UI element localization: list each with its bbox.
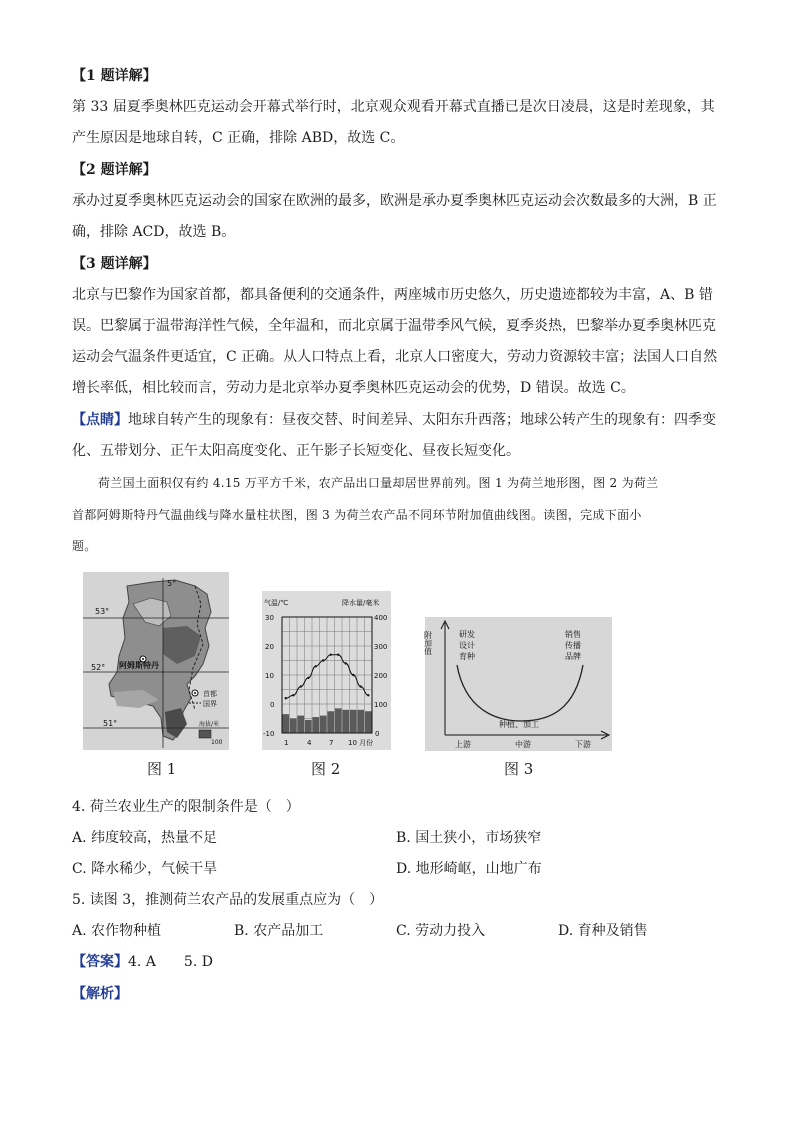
left-tick-10: 10 — [265, 672, 274, 680]
lat-label-51: 51° — [103, 719, 118, 728]
precip-bar-5 — [312, 717, 319, 733]
q1-line-2: 产生原因是地球自转，C 正确，排除 ABD，故选 C。 — [72, 130, 405, 146]
temp-point-7 — [330, 654, 332, 656]
legend-border-label: 国界 — [203, 700, 217, 708]
precip-bar-4 — [305, 720, 312, 733]
figure-3-chart — [425, 617, 612, 751]
tip-tag: 【点睛】 — [72, 412, 128, 428]
q3-line-3: 运动会气温条件更适宜，C 正确。从人口特点上看，北京人口密度大，劳动力资源较丰富；法国人口自然 — [72, 349, 718, 365]
x-label-downstream: 下游 — [575, 740, 591, 749]
downstream-text-1: 销售 — [565, 630, 581, 639]
temp-point-9 — [345, 662, 347, 664]
legend-capital-dot — [194, 692, 196, 694]
figure-2-caption: 图 2 — [311, 760, 341, 778]
value-added-svg — [425, 617, 612, 751]
figure-1-map — [83, 572, 229, 750]
lat-label-52: 52° — [91, 663, 106, 672]
amsterdam-label: 阿姆斯特丹 — [119, 661, 159, 670]
temp-point-8 — [337, 654, 339, 656]
temp-point-5 — [315, 665, 317, 667]
q3-line-4: 增长率低，相比较而言，劳动力是北京举办夏季奥林匹克运动会的优势，D 错误。故选 C。 — [72, 380, 635, 396]
q5-stem: 5. 读图 3，推测荷兰农产品的发展重点应为（ ） — [72, 892, 384, 908]
lon-label-5: 5° — [167, 579, 177, 588]
precip-bar-12 — [365, 711, 372, 733]
q2-heading: 【2 题详解】 — [72, 162, 157, 178]
legend-elev-label: 海拔/米 — [199, 721, 220, 728]
downstream-text-2: 传播 — [565, 641, 581, 650]
right-tick-400: 400 — [374, 614, 388, 622]
temp-point-10 — [352, 674, 354, 676]
answer-text: 4. A 5. D — [128, 954, 213, 970]
upstream-text-2: 设计 — [459, 641, 475, 650]
left-tick-0: 0 — [270, 701, 275, 709]
figure-1-caption: 图 1 — [147, 760, 177, 778]
x-tick-10: 10 月份 — [348, 739, 374, 747]
precip-bar-8 — [335, 708, 342, 733]
upstream-text-1: 研发 — [459, 630, 475, 639]
precip-bar-3 — [297, 716, 304, 733]
legend-elev-swatch — [199, 730, 211, 738]
analysis-tag: 【解析】 — [72, 986, 128, 1002]
intro-line-1: 荷兰国土面积仅有约 4.15 万平方千米，农产品出口量却居世界前列。图 1 为荷兰地形图，图 2 为荷兰 — [98, 476, 659, 490]
right-tick-300: 300 — [374, 643, 388, 651]
precip-bar-7 — [327, 711, 334, 733]
precip-bar-10 — [350, 710, 357, 733]
left-tick-minus10: -10 — [263, 730, 275, 738]
q1-line-1: 第 33 届夏季奥林匹克运动会开幕式举行时，北京观众观看开幕式直播已是次日凌晨，这是时差现象，其 — [72, 99, 715, 115]
temp-point-11 — [360, 685, 362, 687]
figure-2-chart — [262, 591, 391, 750]
precip-bar-9 — [342, 710, 349, 733]
q5-option-a: A. 农作物种植 — [72, 923, 162, 939]
right-axis-label: 降水量/毫米 — [342, 599, 380, 607]
amsterdam-marker-dot — [142, 658, 144, 660]
q4-option-a: A. 纬度较高，热量不足 — [72, 830, 218, 846]
q1-heading: 【1 题详解】 — [72, 68, 157, 84]
legend-capital-label: 首都 — [203, 690, 217, 698]
x-tick-4: 4 — [307, 739, 312, 747]
temp-point-6 — [322, 659, 324, 661]
q4-stem: 4. 荷兰农业生产的限制条件是（ ） — [72, 799, 300, 815]
intro-line-3: 题。 — [72, 539, 97, 553]
intro-line-2: 首都阿姆斯特丹气温曲线与降水量柱状图，图 3 为荷兰农产品不同环节附加值曲线图。读图，完成下面小 — [72, 508, 642, 522]
q4-option-d: D. 地形崎岖，山地广布 — [396, 861, 542, 877]
q3-line-1: 北京与巴黎作为国家首都，都具备便利的交通条件，两座城市历史悠久，历史遗迹都较为丰富，A、B 错 — [72, 287, 713, 303]
left-axis-label: 气温/℃ — [264, 599, 289, 607]
lat-label-53: 53° — [95, 607, 110, 616]
q4-option-c: C. 降水稀少，气候干旱 — [72, 861, 218, 877]
climate-chart-svg — [262, 591, 391, 750]
q2-line-2: 确，排除 ACD，故选 B。 — [72, 224, 236, 240]
q5-option-b: B. 农产品加工 — [234, 923, 324, 939]
precip-bar-6 — [320, 716, 327, 733]
temp-point-3 — [300, 685, 302, 687]
right-tick-100: 100 — [374, 701, 388, 709]
precip-bar-11 — [357, 710, 364, 733]
precip-bar-2 — [290, 719, 297, 734]
upstream-text-3: 育种 — [459, 652, 475, 661]
x-tick-7: 7 — [329, 739, 334, 747]
map-svg — [83, 572, 229, 750]
legend-elev-value: 100 — [211, 739, 223, 746]
temp-point-4 — [307, 677, 309, 679]
temp-point-2 — [292, 694, 294, 696]
left-tick-20: 20 — [265, 643, 274, 651]
tip-text-1: 地球自转产生的现象有：昼夜交替、时间差异、太阳东升西落；地球公转产生的现象有：四季变 — [128, 412, 716, 428]
q5-option-c: C. 劳动力投入 — [396, 923, 486, 939]
q3-heading: 【3 题详解】 — [72, 256, 157, 272]
q3-line-2: 误。巴黎属于温带海洋性气候，全年温和，而北京属于温带季风气候，夏季炎热，巴黎举办夏季奥林匹克 — [72, 318, 716, 334]
downstream-text-3: 品牌 — [565, 652, 581, 661]
answer-line — [72, 952, 213, 972]
x-tick-1: 1 — [284, 739, 289, 747]
figure-3-caption: 图 3 — [504, 760, 534, 778]
q4-option-b: B. 国土狭小，市场狭窄 — [396, 830, 542, 846]
midstream-text: 种植、加工 — [499, 720, 539, 729]
x-label-upstream: 上游 — [455, 740, 471, 749]
right-tick-0: 0 — [375, 730, 380, 738]
precip-bar-1 — [282, 714, 289, 733]
q5-option-d: D. 育种及销售 — [558, 923, 648, 939]
tip-line-1 — [72, 410, 716, 430]
left-tick-30: 30 — [265, 614, 274, 622]
temp-point-12 — [367, 694, 369, 696]
y-axis-label: 附加值 — [423, 631, 433, 655]
x-label-midstream: 中游 — [515, 740, 531, 749]
answer-tag: 【答案】 — [72, 954, 128, 970]
right-tick-200: 200 — [374, 672, 388, 680]
tip-line-2: 化、五带划分、正午太阳高度变化、正午影子长短变化、昼夜长短变化。 — [72, 443, 520, 459]
q2-line-1: 承办过夏季奥林匹克运动会的国家在欧洲的最多，欧洲是承办夏季奥林匹克运动会次数最多的大洲，B 正 — [72, 193, 717, 209]
temp-point-1 — [285, 697, 287, 699]
